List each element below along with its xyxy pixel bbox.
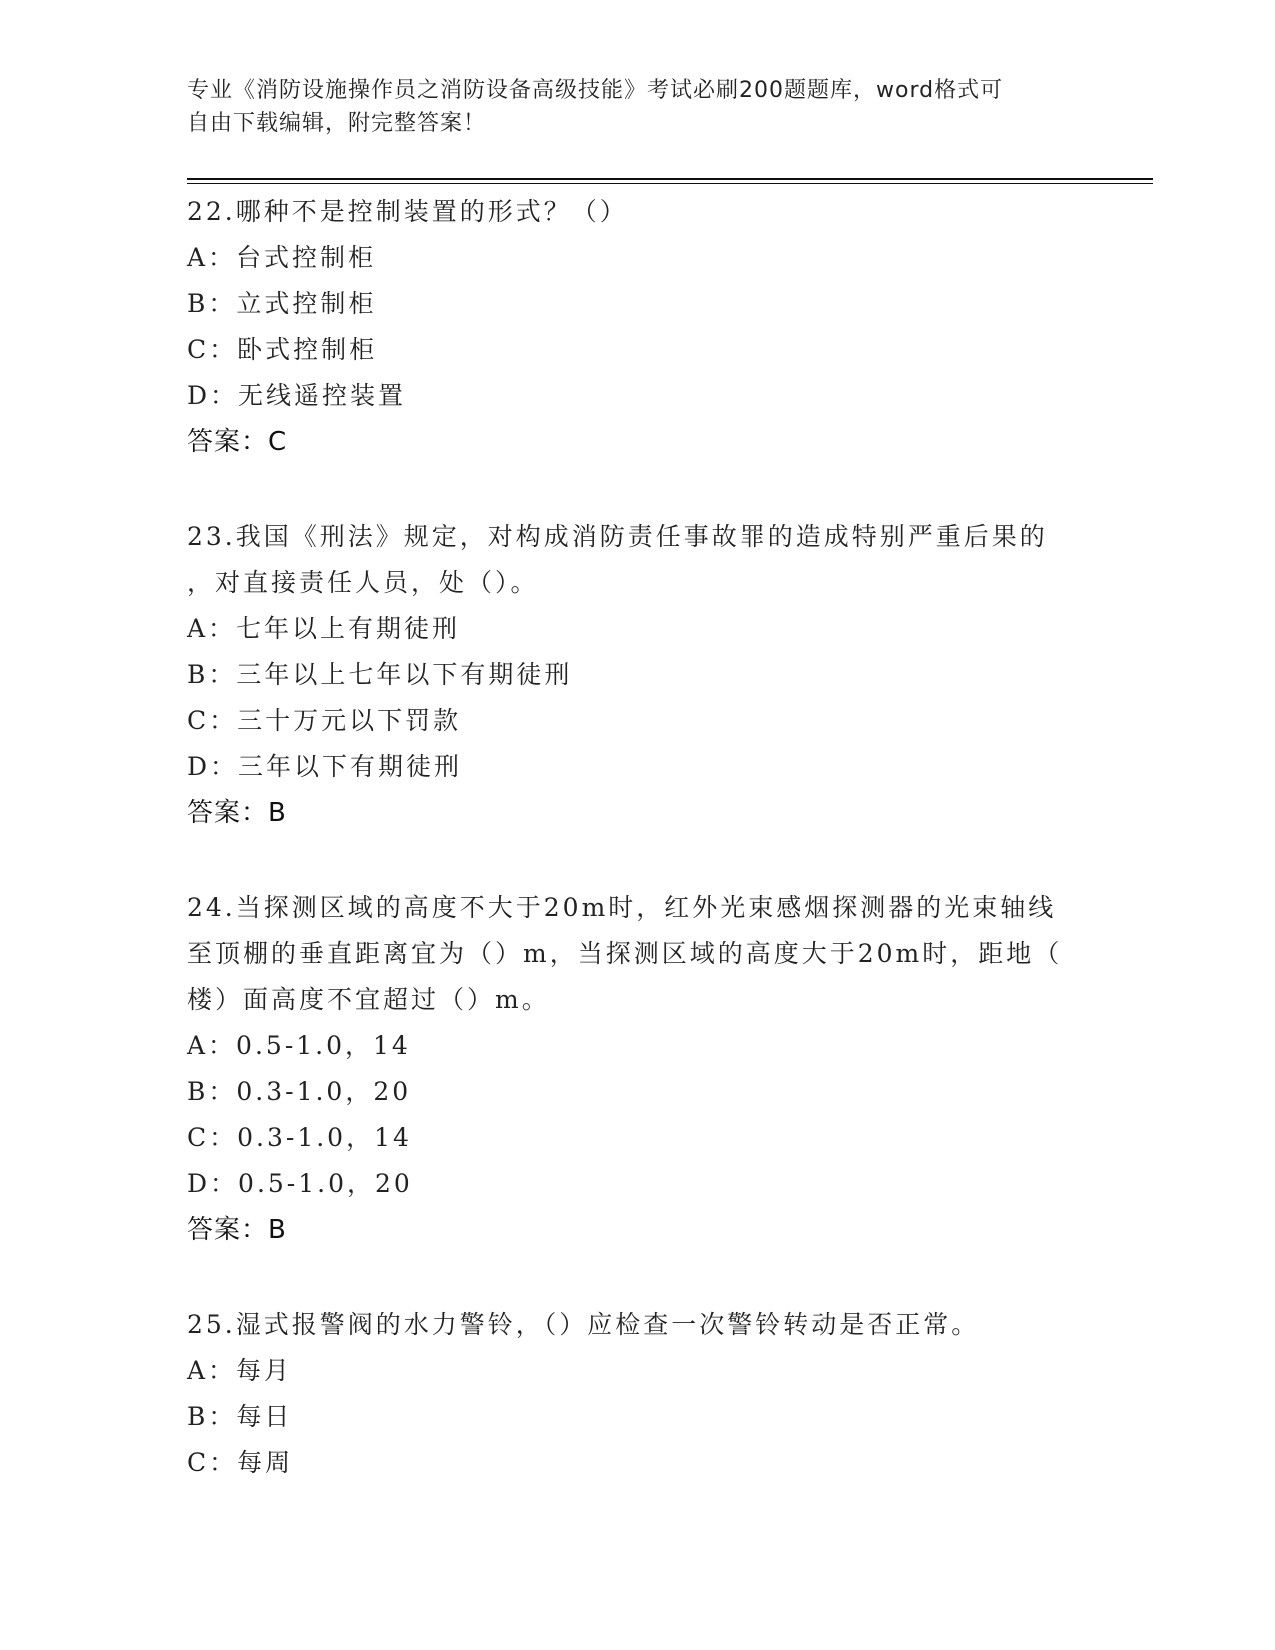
document-header [187, 74, 1087, 140]
question-24 [187, 885, 1087, 1253]
question-stem: 22.哪种不是控制装置的形式？（） [187, 197, 628, 226]
answer-line: 答案：C [187, 427, 288, 457]
question-25 [187, 1302, 1087, 1486]
header-line-2: 自由下载编辑，附完整答案！ [187, 111, 487, 136]
answer-line: 答案：B [187, 798, 287, 828]
question-stem: 25.湿式报警阀的水力警铃，（）应检查一次警铃转动是否正常。 [187, 1310, 980, 1339]
option-d: D：无线遥控装置 [187, 381, 407, 410]
option-a: A：0.5-1.0，14 [187, 1031, 411, 1060]
question-23 [187, 514, 1087, 836]
question-list [187, 189, 1087, 1535]
question-stem-cont: ，对直接责任人员，处（）。 [187, 568, 539, 597]
option-a: A：台式控制柜 [187, 243, 377, 272]
question-stem-cont: 至顶棚的垂直距离宜为（）m，当探测区域的高度大于20m时，距地（ [187, 939, 1063, 968]
option-c: C：每周 [187, 1448, 294, 1477]
question-22 [187, 189, 1087, 465]
header-divider-thin [187, 183, 1153, 184]
option-a: A：每月 [187, 1356, 293, 1385]
option-d: D：0.5-1.0，20 [187, 1169, 413, 1198]
option-b: B：每日 [187, 1402, 293, 1431]
option-a: A：七年以上有期徒刑 [187, 614, 461, 643]
question-stem-cont: 楼）面高度不宜超过（）m。 [187, 985, 550, 1014]
question-stem: 24.当探测区域的高度不大于20m时，红外光束感烟探测器的光束轴线 [187, 893, 1057, 922]
question-stem: 23.我国《刑法》规定，对构成消防责任事故罪的造成特别严重后果的 [187, 522, 1048, 551]
option-b: B：立式控制柜 [187, 289, 377, 318]
header-line-1: 专业《消防设施操作员之消防设备高级技能》考试必刷200题题库，word格式可 [187, 78, 1004, 103]
option-b: B：三年以上七年以下有期徒刑 [187, 660, 573, 689]
option-d: D：三年以下有期徒刑 [187, 752, 463, 781]
option-c: C：三十万元以下罚款 [187, 706, 462, 735]
option-b: B：0.3-1.0，20 [187, 1077, 412, 1106]
option-c: C：0.3-1.0，14 [187, 1123, 412, 1152]
answer-line: 答案：B [187, 1215, 287, 1245]
option-c: C：卧式控制柜 [187, 335, 378, 364]
header-divider-thick [187, 178, 1153, 180]
